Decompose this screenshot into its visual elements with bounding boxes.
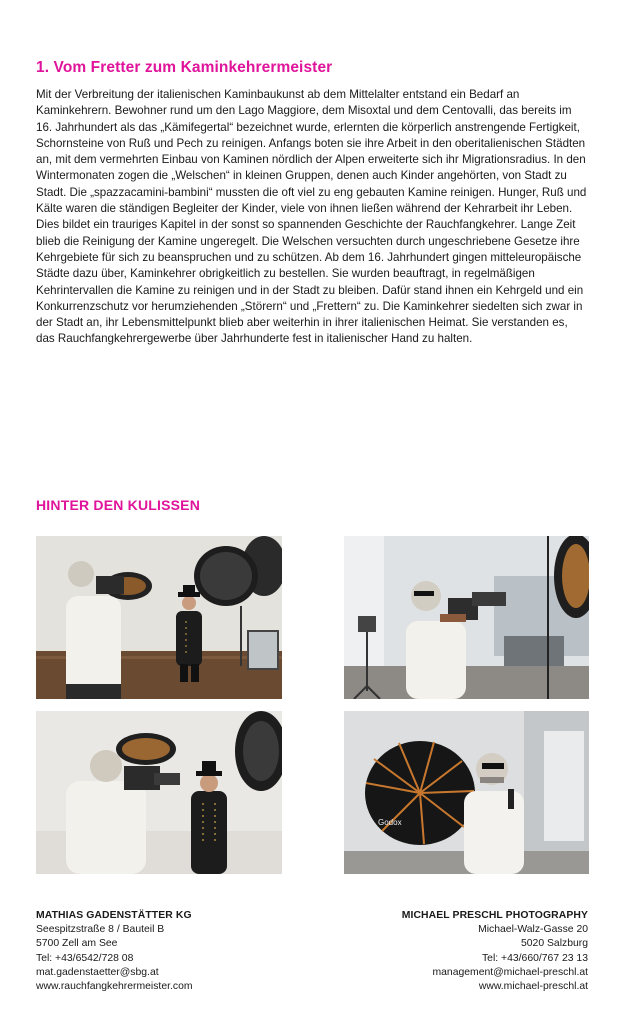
website-link[interactable]: www.michael-preschl.at xyxy=(478,981,588,993)
photo-4-illustration xyxy=(344,711,589,874)
phone-number: Tel: +43/660/767 23 13 xyxy=(481,952,588,964)
section-title: 1. Vom Fretter zum Kaminkehrermeister xyxy=(36,59,333,76)
address-city: 5020 Salzburg xyxy=(520,938,588,950)
photo-2-illustration xyxy=(344,536,589,699)
company-name: MICHAEL PRESCHL PHOTOGRAPHY xyxy=(401,910,588,921)
contact-block-gadenstaetter xyxy=(36,909,193,994)
softbox-brand-label: Godox xyxy=(378,818,402,827)
email-link[interactable]: management@michael-preschl.at xyxy=(432,966,588,978)
behind-the-scenes-title: HINTER DEN KULISSEN xyxy=(36,497,201,513)
photo-studio-shoot-wide xyxy=(36,536,282,699)
photo-3-illustration xyxy=(36,711,282,874)
photo-photographer-softbox xyxy=(344,711,589,874)
photo-photographer-side xyxy=(344,536,589,699)
contact-block-preschl xyxy=(402,909,588,994)
email-link[interactable]: mat.gadenstaetter@sbg.at xyxy=(36,966,159,978)
photo-1-illustration xyxy=(36,536,282,699)
address-street: Seespitzstraße 8 / Bauteil B xyxy=(36,924,165,936)
company-name: MATHIAS GADENSTÄTTER KG xyxy=(36,910,192,921)
website-link[interactable]: www.rauchfangkehrermeister.com xyxy=(36,981,193,993)
photo-studio-shoot-close xyxy=(36,711,282,874)
body-paragraph: Mit der Verbreitung der italienischen Kaminbaukunst ab dem Mittelalter entstand ein Bedarf an Kaminkehrern. Bewohner rund um den Lago Maggiore, dem Misoxtal und dem Centovalli, das bereits im 16. Jahrhundert als das „Kämifegertal“ bezeichnet wurde, erlernten die körperlich anstrengende Fertigkeit, Schornsteine von Ruß und Pech zu reinigen. Anfangs boten sie ihre Arbeit in den oberitalienischen Städten an, mit dem vermehrten Einbau von Kaminen nördlich der Alpen erweiterte sich ihr Migrationsradius. In den Wintermonaten zogen die „Welschen“ in kleinen Gruppen, denen auch Kinder angehörten, von Stadt zu Stadt. Die „spazzacamini-bambini“ mussten die oft viel zu eng gebauten Kamine reinigen. Hunger, Ruß und Kälte waren die ständigen Begleiter der Kinder, viele von ihnen ließen während der Kehrarbeit ihr Leben. Dies bildet ein trauriges Kapitel in der sonst so spannenden Geschichte der Rauchfangkehrer. Lange Zeit blieb die Reinigung der Kamine ungeregelt. Die Welschen versuchten durch ungeschriebene Gesetze ihre Kehrgebiete für sich zu beanspruchen und zu schützen. Ab dem 16. Jahrhundert gingen mitteleuropäische Städte dazu über, Kaminkehrer obrigkeitlich zu bestellen. Sie wurden beauftragt, in regelmäßigen Kehrintervallen die Kamine zu reinigen und in der Stadt zu bleiben. Dafür stand ihnen ein Kehrgeld und ein Konkurrenzschutz vor herumziehenden „Störern“ und „Frettern“ zu. Die Kaminkehrer siedelten sich zwar in der Stadt an, ihr Lebensmittelpunkt blieb aber weiterhin in ihrer italienischen Heimat. Sie verstanden es, das Rauchfangkehrergewerbe über Jahrhunderte fest in italienischer Hand zu halten. xyxy=(36,88,587,346)
address-city: 5700 Zell am See xyxy=(36,938,118,950)
phone-number: Tel: +43/6542/728 08 xyxy=(36,952,134,964)
address-street: Michael-Walz-Gasse 20 xyxy=(478,924,588,936)
